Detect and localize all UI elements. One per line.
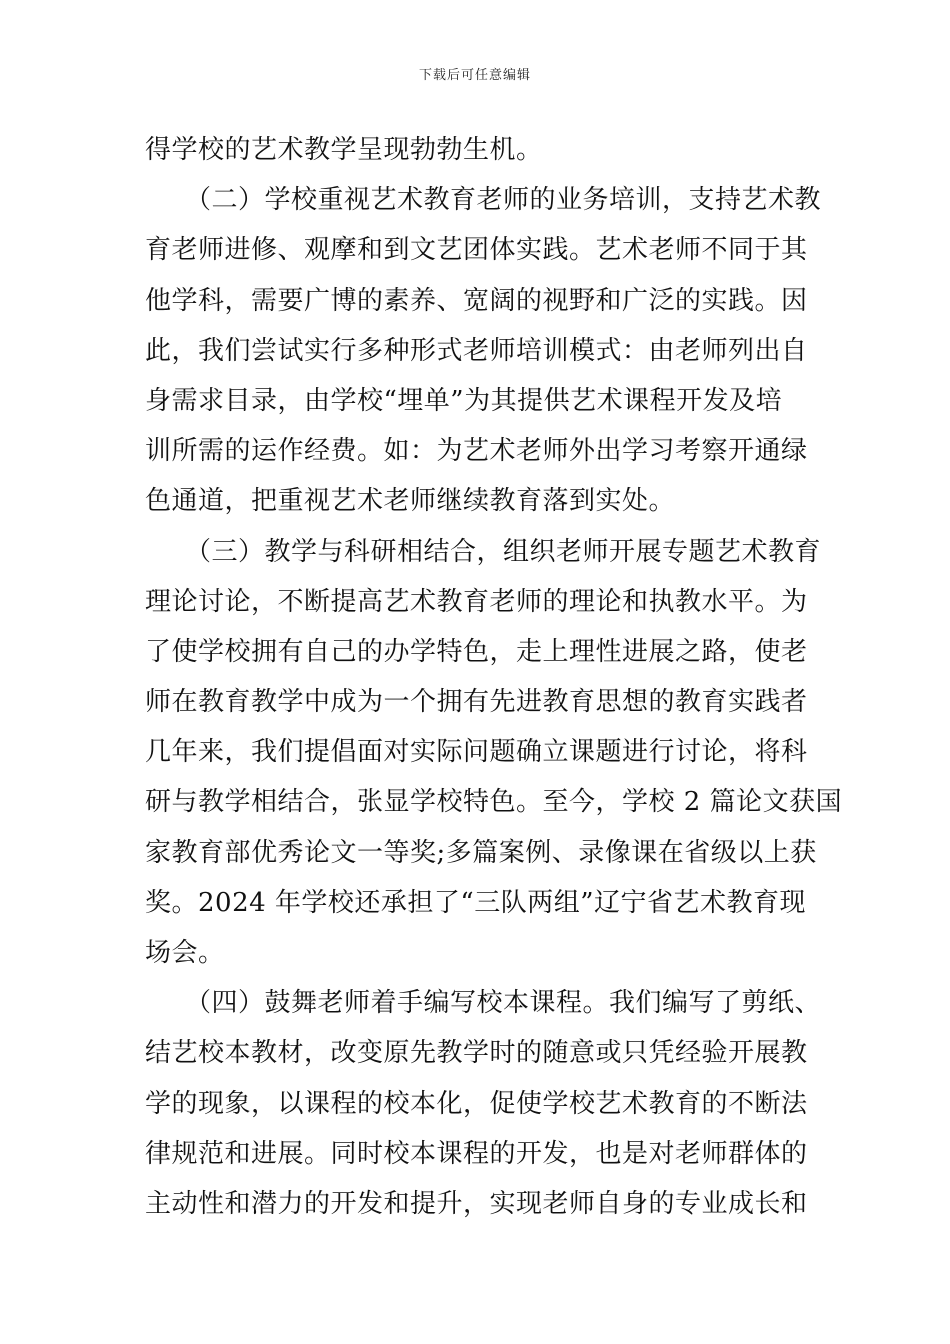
text-line: 几年来，我们提倡面对实际问题确立课题进行讨论，将科: [145, 737, 808, 768]
text-line: 育老师进修、观摩和到文艺团体实践。艺术老师不同于其: [145, 235, 808, 266]
text-line: 理论讨论，不断提高艺术教育老师的理论和执教水平。为: [145, 586, 808, 617]
text-line: 奖。2024 年学校还承担了“三队两组”辽宁省艺术教育现: [145, 887, 807, 918]
text-line: 研与教学相结合，张显学校特色。至今，学校 2 篇论文获国: [145, 787, 843, 818]
text-line: 师在教育教学中成为一个拥有先进教育思想的教育实践者: [145, 687, 808, 718]
text-line: 律规范和进展。同时校本课程的开发，也是对老师群体的: [145, 1138, 808, 1169]
text-line: 了使学校拥有自己的办学特色，走上理性进展之路，使老: [145, 636, 808, 667]
text-line: （三）教学与科研相结合，组织老师开展专题艺术教育: [145, 536, 822, 567]
text-line: 他学科，需要广博的素养、宽阔的视野和广泛的实践。因: [145, 285, 808, 316]
text-line: 训所需的运作经费。如：为艺术老师外出学习考察开通绿: [145, 436, 808, 467]
text-line: 得学校的艺术教学呈现勃勃生机。: [145, 135, 543, 165]
text-line: 色通道，把重视艺术老师继续教育落到实处。: [145, 486, 676, 517]
text-line: 主动性和潜力的开发和提升，实现老师自身的专业成长和: [145, 1188, 808, 1219]
text-line: 场会。: [145, 938, 225, 968]
document-body: [145, 125, 843, 1229]
text-line: 家教育部优秀论文一等奖;多篇案例、录像课在省级以上获: [145, 837, 817, 868]
page-header: 下载后可任意编辑: [418, 68, 531, 83]
text-line: （二）学校重视艺术教育老师的业务培训，支持艺术教: [145, 185, 822, 216]
text-line: （四）鼓舞老师着手编写校本课程。我们编写了剪纸、: [145, 988, 822, 1019]
text-line: 身需求目录，由学校“埋单”为其提供艺术课程开发及培: [145, 385, 783, 416]
text-line: 学的现象，以课程的校本化，促使学校艺术教育的不断法: [145, 1088, 808, 1119]
text-line: 结艺校本教材，改变原先教学时的随意或只凭经验开展教: [145, 1038, 808, 1069]
text-line: 此，我们尝试实行多种形式老师培训模式：由老师列出自: [145, 335, 808, 366]
